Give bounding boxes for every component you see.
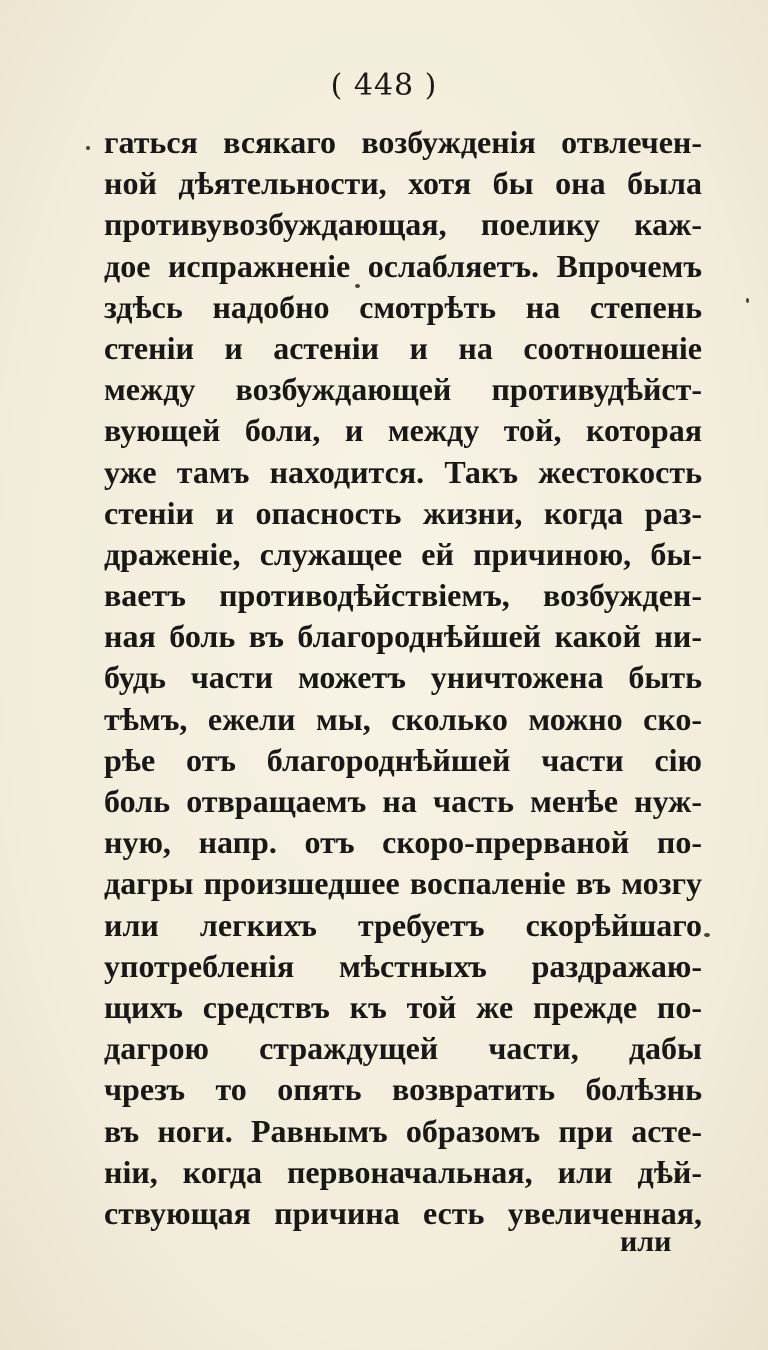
text-line: здѣсь надобно смотрѣть на степень	[104, 288, 702, 325]
ink-speck	[704, 933, 710, 937]
catchword: или	[620, 1225, 672, 1258]
text-line: стеніи и астеніи и на соотношеніе	[104, 329, 702, 366]
text-line: дое испражненіе ослабляетъ. Впрочемъ	[104, 247, 702, 284]
text-line: тѣмъ, ежели мы, сколько можно ско-	[104, 700, 702, 737]
text-line: щихъ средствъ къ той же прежде по-	[104, 988, 702, 1025]
text-line: дагрою страждущей части, дабы	[104, 1030, 702, 1067]
text-line: драженіе, служащее ей причиною, бы-	[104, 535, 702, 572]
text-line: ваетъ противодѣйствіемъ, возбужден-	[104, 577, 702, 614]
text-line: рѣе отъ благороднѣйшей части сію	[104, 741, 702, 778]
text-line: ную, напр. отъ скоро-прерваной по-	[104, 824, 702, 861]
ink-speck	[746, 298, 749, 303]
text-line: ной дѣятельности, хотя бы она была	[104, 165, 702, 202]
text-line: вующей боли, и между той, которая	[104, 412, 702, 449]
text-line: или легкихъ требуетъ скорѣйшаго	[104, 906, 702, 943]
text-line: противувозбуждающая, поелику каж-	[104, 206, 702, 243]
text-line: ствующая причина есть увеличенная,	[104, 1194, 702, 1231]
text-line: въ ноги. Равнымъ образомъ при асте-	[104, 1112, 702, 1149]
ink-speck	[355, 284, 360, 288]
text-line: чрезъ то опять возвратить болѣзнь	[104, 1071, 702, 1108]
body-text	[104, 122, 702, 1234]
text-line: боль отвращаемъ на часть менѣе нуж-	[104, 783, 702, 819]
text-line: между возбуждающей противудѣйст-	[104, 371, 702, 408]
text-line: употребленія мѣстныхъ раздражаю-	[104, 947, 702, 984]
text-line: уже тамъ находится. Такъ жестокость	[104, 453, 702, 490]
text-line: будь части можетъ уничтожена быть	[104, 659, 702, 696]
page-number: ( 448 )	[330, 68, 438, 103]
text-line: ная боль въ благороднѣйшей какой ни-	[104, 618, 702, 655]
text-line: стеніи и опасность жизни, когда раз-	[104, 494, 702, 531]
text-line: гаться всякаго возбужденія отвлечен-	[104, 124, 702, 160]
text-line: ніи, когда первоначальная, или дѣй-	[104, 1153, 702, 1190]
text-line: дагры произшедшее воспаленіе въ мозгу	[104, 865, 702, 902]
ink-speck	[86, 146, 90, 150]
